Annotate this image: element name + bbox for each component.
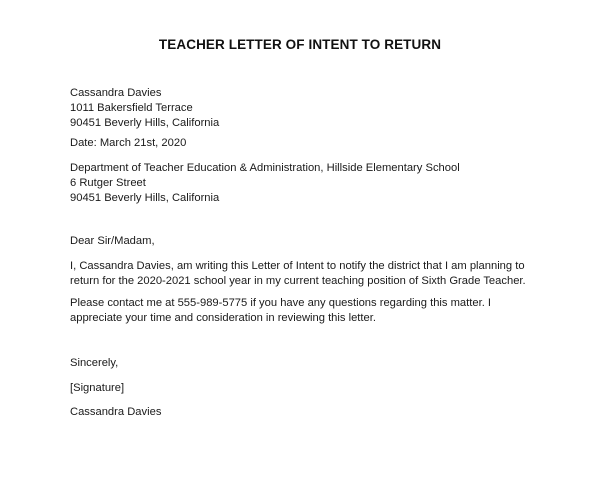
salutation-text: Dear Sir/Madam,	[70, 235, 155, 247]
letter-date	[70, 136, 540, 151]
letter-title: TEACHER LETTER OF INTENT TO RETURN	[158, 37, 442, 52]
signer-name	[70, 405, 540, 420]
body-p2-line2: appreciate your time and consideration in reviewing this letter.	[70, 312, 376, 324]
sender-street: 1011 Bakersfield Terrace	[70, 102, 193, 114]
signature-text: [Signature]	[70, 382, 125, 394]
date-text: Date: March 21st, 2020	[70, 137, 187, 149]
sender-address	[70, 86, 540, 131]
salutation	[70, 234, 540, 249]
recipient-org: Department of Teacher Education & Administration, Hillside Elementary School	[70, 162, 460, 174]
signer-name-text: Cassandra Davies	[70, 406, 162, 418]
body-paragraph-1	[70, 259, 540, 289]
body-p1-line2: return for the 2020-2021 school year in my current teaching position of Sixth Grade Teacher.	[70, 275, 526, 287]
body-p2-line1: Please contact me at 555-989-5775 if you have any questions regarding this matter. I	[70, 297, 492, 309]
recipient-street: 6 Rutger Street	[70, 177, 146, 189]
recipient-address	[70, 161, 540, 206]
closing-text: Sincerely,	[70, 357, 119, 369]
body-paragraph-2	[70, 296, 540, 326]
body-p1-line1: I, Cassandra Davies, am writing this Letter of Intent to notify the district that I am planning to	[70, 260, 525, 272]
sender-city: 90451 Beverly Hills, California	[70, 117, 220, 129]
sender-name: Cassandra Davies	[70, 87, 162, 99]
signature-placeholder	[70, 381, 540, 396]
closing	[70, 356, 540, 371]
recipient-city: 90451 Beverly Hills, California	[70, 192, 220, 204]
